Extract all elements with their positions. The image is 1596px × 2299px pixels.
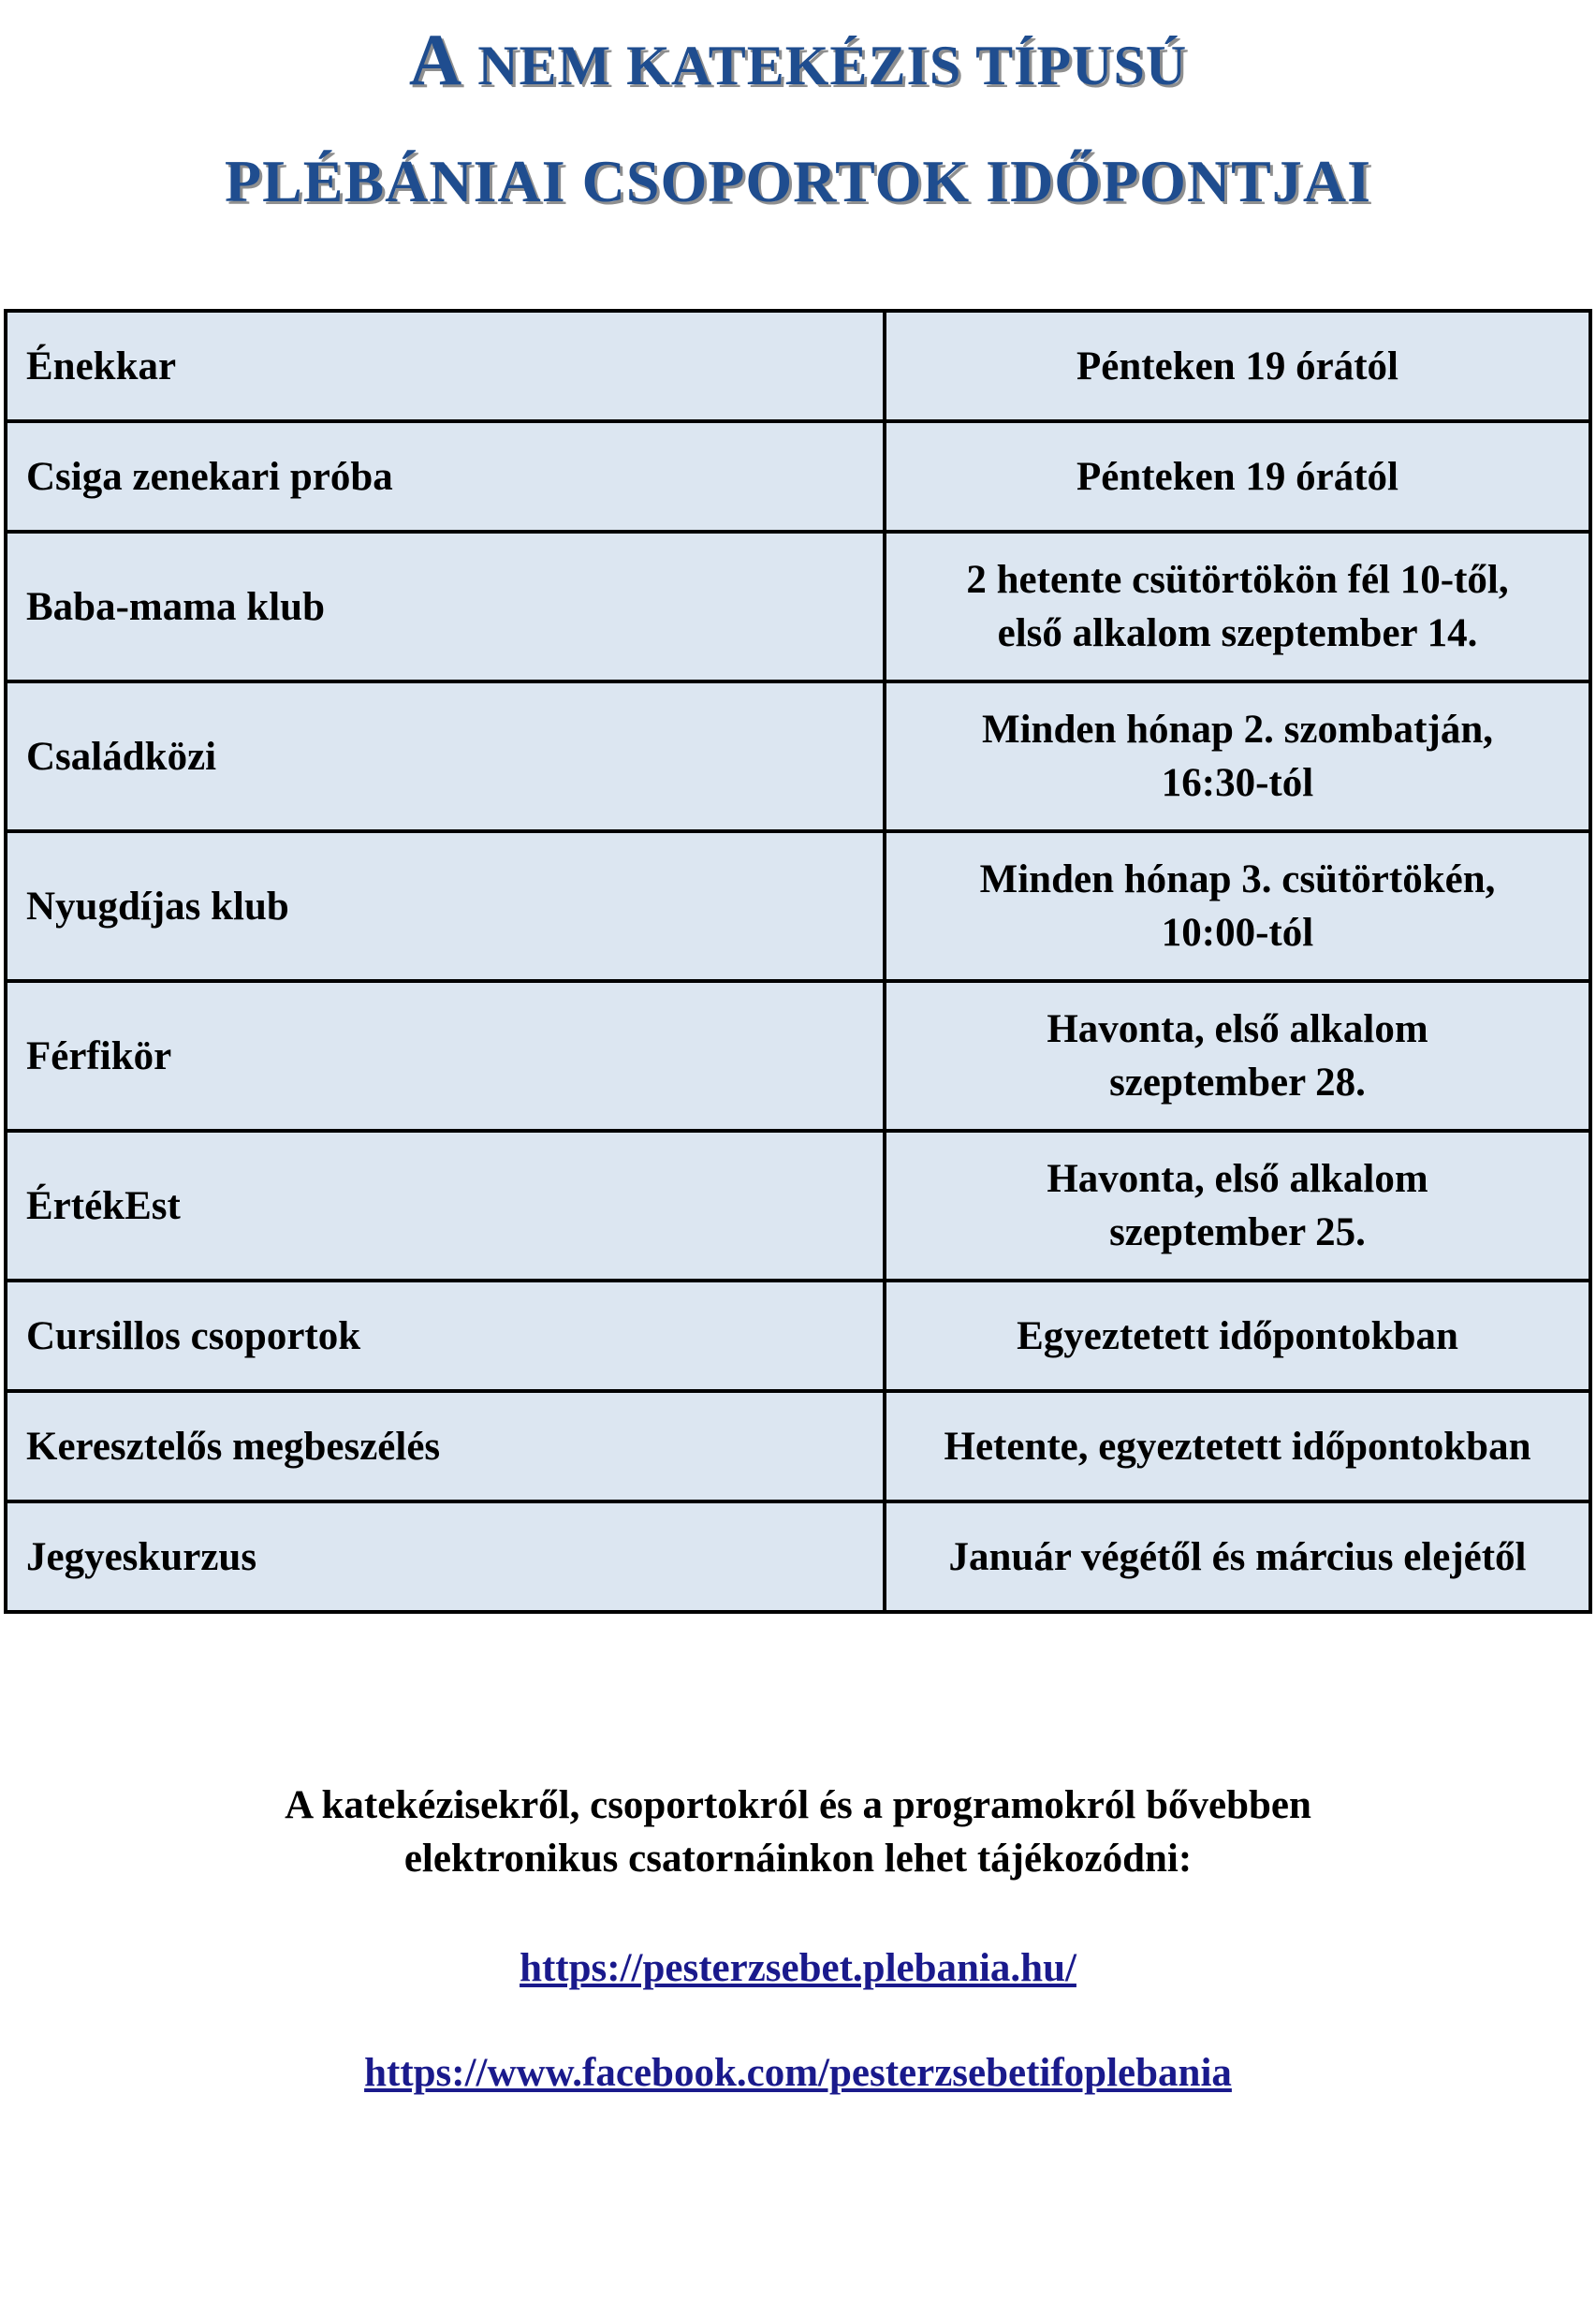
title-line-1 xyxy=(0,9,1596,131)
table-row xyxy=(6,421,1590,532)
title-initial: A xyxy=(408,19,463,100)
group-time xyxy=(885,1391,1590,1501)
group-name: Nyugdíjas klub xyxy=(6,831,885,981)
info-text-line-1: A katekézisekről, csoportokról és a programokról bővebben xyxy=(285,1783,1311,1827)
group-name: ÉrtékEst xyxy=(6,1131,885,1281)
group-time-line: Minden hónap 2. szombatján, xyxy=(982,708,1493,752)
group-time xyxy=(885,1501,1590,1612)
group-time-line: Havonta, első alkalom xyxy=(1047,1157,1428,1201)
group-time-line: Pénteken 19 órától xyxy=(1076,454,1398,499)
group-name: Csiga zenekari próba xyxy=(6,421,885,532)
schedule-table xyxy=(4,309,1592,1614)
group-name: Férfikör xyxy=(6,981,885,1131)
table-row xyxy=(6,681,1590,831)
group-name: Családközi xyxy=(6,681,885,831)
group-time xyxy=(885,1131,1590,1281)
group-name: Énekkar xyxy=(6,311,885,421)
info-text xyxy=(0,1779,1596,1885)
group-time-line: Egyeztetett időpontokban xyxy=(1017,1313,1458,1358)
group-time-line: szeptember 25. xyxy=(1109,1210,1366,1254)
group-time-line: 16:30-tól xyxy=(1161,761,1314,805)
group-time-line: Pénteken 19 órától xyxy=(1076,344,1398,388)
table-row xyxy=(6,1281,1590,1391)
group-time-line: Havonta, első alkalom xyxy=(1047,1007,1428,1051)
group-time xyxy=(885,311,1590,421)
group-time-line: első alkalom szeptember 14. xyxy=(997,611,1478,655)
table-row xyxy=(6,1391,1590,1501)
group-time-line: Minden hónap 3. csütörtökén, xyxy=(979,857,1496,901)
group-name: Cursillos csoportok xyxy=(6,1281,885,1391)
group-name: Baba-mama klub xyxy=(6,532,885,681)
group-time xyxy=(885,1281,1590,1391)
group-time-line: szeptember 28. xyxy=(1109,1061,1366,1105)
website-link[interactable]: https://pesterzsebet.plebania.hu/ xyxy=(520,1946,1076,1990)
info-text-line-2: elektronikus csatornáinkon lehet tájékozódni: xyxy=(403,1837,1193,1881)
group-time xyxy=(885,681,1590,831)
group-time xyxy=(885,981,1590,1131)
group-time xyxy=(885,831,1590,981)
group-time-line: 2 hetente csütörtökön fél 10-től, xyxy=(966,558,1509,602)
group-time-line: 10:00-tól xyxy=(1161,911,1314,955)
title-line-1-text: NEM KATEKÉZIS TÍPUSÚ xyxy=(462,35,1188,96)
page-title xyxy=(0,9,1596,232)
title-line-2: PLÉBÁNIAI CSOPORTOK IDŐPONTJAI xyxy=(225,148,1371,214)
table-row xyxy=(6,981,1590,1131)
table-row xyxy=(6,532,1590,681)
table-row xyxy=(6,1131,1590,1281)
group-time xyxy=(885,421,1590,532)
table-row xyxy=(6,831,1590,981)
facebook-link[interactable]: https://www.facebook.com/pesterzsebetifoplebania xyxy=(364,2051,1232,2095)
table-row xyxy=(6,311,1590,421)
group-time xyxy=(885,532,1590,681)
group-time-line: Január végétől és március elejétől xyxy=(948,1534,1527,1579)
group-name: Jegyeskurzus xyxy=(6,1501,885,1612)
group-time-line: Hetente, egyeztetett időpontokban xyxy=(944,1424,1531,1469)
table-row xyxy=(6,1501,1590,1612)
group-name: Keresztelős megbeszélés xyxy=(6,1391,885,1501)
